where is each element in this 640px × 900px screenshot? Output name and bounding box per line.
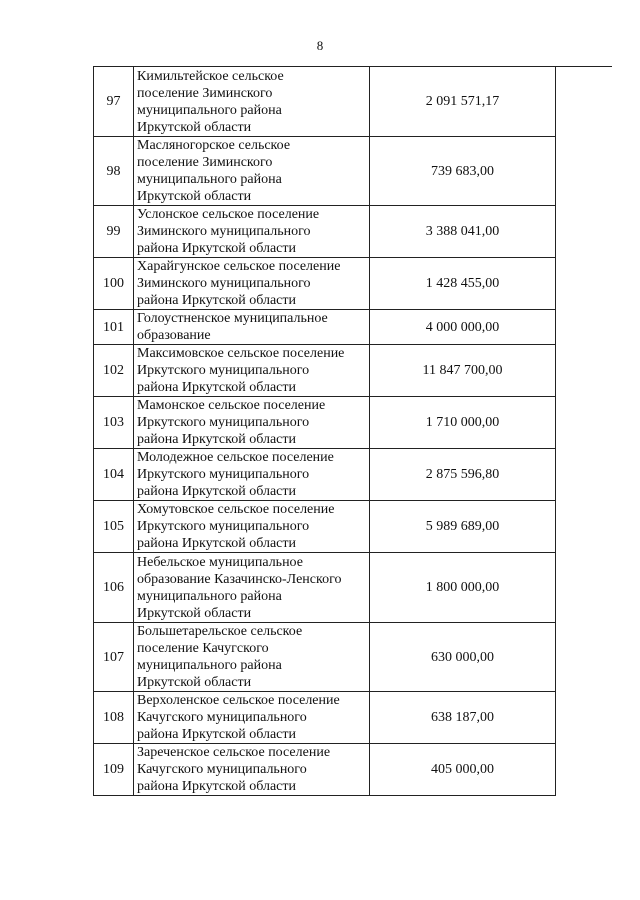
municipality-cell	[134, 397, 370, 449]
amount-cell: 3 388 041,00	[370, 206, 556, 258]
municipality-name: Харайгунское сельское поселение Зиминского муниципального района Иркутской области	[137, 259, 341, 308]
row-number: 105	[94, 501, 134, 553]
municipality-name: Кимильтейское сельское поселение Зиминского муниципального района Иркутской области	[137, 68, 284, 135]
municipality-name: Услонское сельское поселение Зиминского муниципального района Иркутской области	[137, 207, 320, 256]
amount-cell: 11 847 700,00	[370, 345, 556, 397]
municipality-name: Голоустненское муниципальное образование	[137, 311, 328, 343]
row-number: 103	[94, 397, 134, 449]
allocation-table	[93, 66, 556, 796]
municipality-name: Большетарельское сельское поселение Качугского муниципального района Иркутской области	[137, 624, 303, 690]
municipality-cell	[134, 744, 370, 796]
municipality-name: Масляногорское сельское поселение Зиминского муниципального района Иркутской области	[137, 138, 291, 204]
municipality-cell	[134, 692, 370, 744]
row-number: 101	[94, 310, 134, 345]
row-number: 98	[94, 137, 134, 206]
table-row	[94, 67, 556, 137]
row-number: 100	[94, 258, 134, 310]
amount-cell: 1 800 000,00	[370, 553, 556, 623]
amount-cell: 5 989 689,00	[370, 501, 556, 553]
row-number: 107	[94, 623, 134, 692]
municipality-name: Зареченское сельское поселение Качугского муниципального района Иркутской области	[137, 745, 331, 794]
row-number: 99	[94, 206, 134, 258]
municipality-cell	[134, 137, 370, 206]
amount-cell: 2 091 571,17	[370, 67, 556, 137]
row-number: 106	[94, 553, 134, 623]
table-body	[94, 67, 556, 796]
table-row	[94, 397, 556, 449]
amount-cell: 638 187,00	[370, 692, 556, 744]
page-number: 8	[316, 38, 324, 53]
amount-cell: 4 000 000,00	[370, 310, 556, 345]
municipality-cell	[134, 623, 370, 692]
table-row	[94, 623, 556, 692]
amount-cell: 1 428 455,00	[370, 258, 556, 310]
municipality-cell	[134, 345, 370, 397]
municipality-name: Хомутовское сельское поселение Иркутского муниципального района Иркутской области	[137, 502, 335, 551]
amount-cell: 405 000,00	[370, 744, 556, 796]
table-row	[94, 310, 556, 345]
table-row	[94, 501, 556, 553]
table-row	[94, 258, 556, 310]
municipality-name: Молодежное сельское поселение Иркутского муниципального района Иркутской области	[137, 450, 334, 499]
municipality-name: Максимовское сельское поселение Иркутского муниципального района Иркутской области	[137, 346, 345, 395]
municipality-name: Мамонское сельское поселение Иркутского муниципального района Иркутской области	[137, 398, 326, 447]
municipality-cell	[134, 258, 370, 310]
municipality-cell	[134, 206, 370, 258]
municipality-name: Небельское муниципальное образование Казачинско-Ленского муниципального района Иркутской области	[137, 554, 342, 621]
amount-cell: 739 683,00	[370, 137, 556, 206]
amount-cell: 2 875 596,80	[370, 449, 556, 501]
table-row	[94, 553, 556, 623]
table-row	[94, 137, 556, 206]
municipality-cell	[134, 449, 370, 501]
amount-cell: 1 710 000,00	[370, 397, 556, 449]
municipality-cell	[134, 553, 370, 623]
table-row	[94, 206, 556, 258]
table-top-rule	[556, 66, 612, 67]
row-number: 109	[94, 744, 134, 796]
row-number: 97	[94, 67, 134, 137]
municipality-name: Верхоленское сельское поселение Качугского муниципального района Иркутской области	[137, 693, 340, 742]
amount-cell: 630 000,00	[370, 623, 556, 692]
municipality-cell	[134, 310, 370, 345]
municipality-cell	[134, 67, 370, 137]
row-number: 104	[94, 449, 134, 501]
row-number: 108	[94, 692, 134, 744]
table-row	[94, 744, 556, 796]
table-row	[94, 449, 556, 501]
table-row	[94, 345, 556, 397]
municipality-cell	[134, 501, 370, 553]
row-number: 102	[94, 345, 134, 397]
table-row	[94, 692, 556, 744]
